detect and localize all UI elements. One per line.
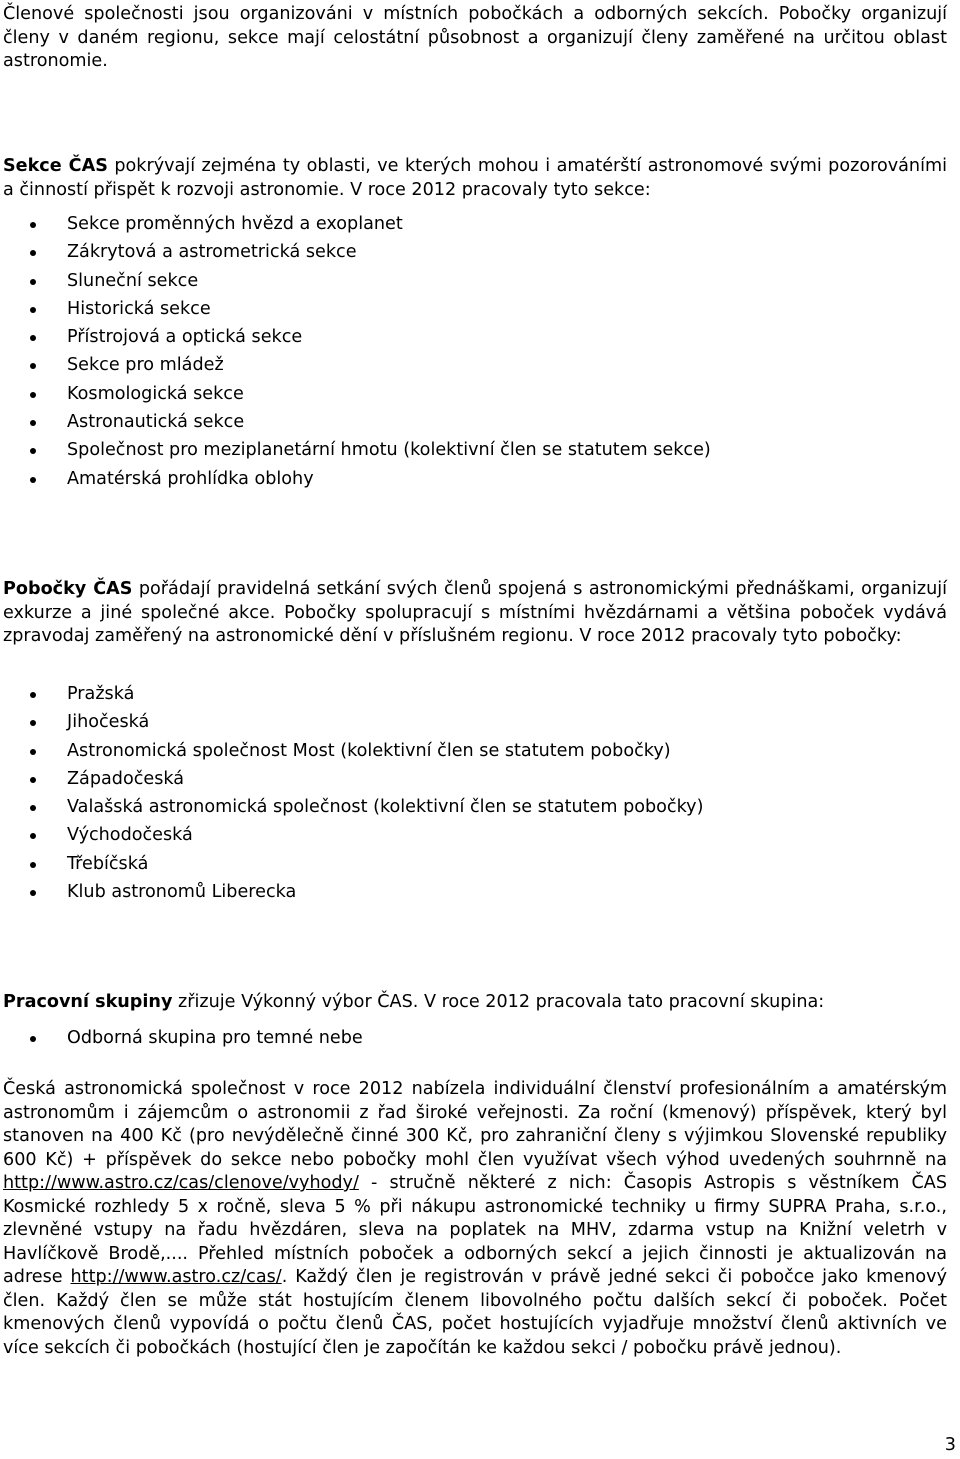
list-item: Valašská astronomická společnost (kolektivní člen se statutem pobočky) — [3, 793, 947, 821]
skupiny-text: zřizuje Výkonný výbor ČAS. V roce 2012 pracovala tato pracovní skupina: — [172, 992, 825, 1012]
list-item: Jihočeská — [3, 708, 947, 736]
intro-paragraph: Členové společnosti jsou organizováni v místních pobočkách a odborných sekcích. Pobočky organizují členy v daném regionu, sekce mají celostátní působnost a organizují členy zaměřené na určitou oblast astronomie. — [3, 4, 947, 71]
list-item: Pražská — [3, 680, 947, 708]
bullet-icon — [30, 862, 36, 868]
list-item: Sekce pro mládež — [3, 351, 947, 379]
list-item: Kosmologická sekce — [3, 380, 947, 408]
list-item: Astronomická společnost Most (kolektivní člen se statutem pobočky) — [3, 737, 947, 765]
bullet-icon — [30, 335, 36, 341]
pobocky-paragraph — [3, 578, 947, 649]
list-item: Východočeská — [3, 821, 947, 849]
bullet-icon — [30, 749, 36, 755]
list-item: Historická sekce — [3, 295, 947, 323]
bullet-icon — [30, 307, 36, 313]
sekce-list — [3, 210, 947, 493]
list-item: Amatérská prohlídka oblohy — [3, 465, 947, 493]
bullet-icon — [30, 890, 36, 896]
clenstvi-paragraph: Česká astronomická společnost v roce 2012 nabízela individuální členství profesionálním a amatérským astronomům i zájemcům o astronomii z řad široké veřejnosti. Za roční (kmenový) příspěvek, který byl stanoven na 400 Kč (pro nevýdělečně činné 300 Kč, pro zahraniční členy s výjimkou Slovenské republiky 600 Kč) + příspěvek do sekce nebo pobočky mohl člen využívat všech výhod uvedených souhrnně na http://www.astro.cz/cas/clenove/vyhody/ - stručně některé z nich: Časopis Astropis s věstníkem ČAS Kosmické rozhledy 5 x ročně, sleva 5 % při nákupu astronomické techniky u firmy SUPRA Praha, s.r.o., zlevněné vstupy na řadu hvězdáren, sleva na poplatek na MHV, zdarma vstup na Knižní veletrh v Havlíčkově Brodě,.... Přehled místních poboček a odborných sekcí a jejich činnosti je aktualizován na adrese http://www.astro.cz/cas/. Každý člen je registrován v právě jedné sekci či pobočce jako kmenový člen. Každý člen se může stát hostujícím členem libovolného počtu dalších sekcí či poboček. Počet kmenových členů vypovídá o počtu členů ČAS, počet hostujících vyjadřuje množství členů aktivních ve více sekcích či pobočkách (hostující člen je započítán ke každou sekci / pobočku právě jednou). — [3, 1079, 947, 1358]
vyhody-link[interactable]: http://www.astro.cz/cas/clenove/vyhody/ — [3, 1173, 359, 1193]
list-item: Přístrojová a optická sekce — [3, 323, 947, 351]
pobocky-text: pořádají pravidelná setkání svých členů spojená s astronomickými přednáškami, organizují exkurze a jiné společné akce. Pobočky spolupracují s místními hvězdárnami a většina poboček vydává zpravodaj zaměřený na astronomické dění v příslušném regionu. V roce 2012 pracovaly tyto pobočky: — [3, 579, 948, 646]
bullet-icon — [30, 477, 36, 483]
bullet-icon — [30, 720, 36, 726]
bullet-icon — [30, 420, 36, 426]
list-item: Sluneční sekce — [3, 267, 947, 295]
sekce-text: pokrývají zejména ty oblasti, ve kterých mohou i amatérští astronomové svými pozorováními a činností přispět k rozvoji astronomie. V roce 2012 pracovaly tyto sekce: — [3, 156, 947, 200]
bullet-icon — [30, 1036, 36, 1042]
bullet-icon — [30, 805, 36, 811]
list-item: Společnost pro meziplanetární hmotu (kolektivní člen se statutem sekce) — [3, 436, 947, 464]
skupiny-list — [3, 1024, 947, 1052]
list-item: Zákrytová a astrometrická sekce — [3, 238, 947, 266]
bullet-icon — [30, 833, 36, 839]
list-item: Sekce proměnných hvězd a exoplanet — [3, 210, 947, 238]
bullet-icon — [30, 250, 36, 256]
bullet-icon — [30, 279, 36, 285]
list-item: Třebíčská — [3, 850, 947, 878]
bullet-icon — [30, 448, 36, 454]
cas-link[interactable]: http://www.astro.cz/cas/ — [70, 1267, 282, 1287]
page-number: 3 — [944, 1435, 956, 1455]
bullet-icon — [30, 392, 36, 398]
list-item: Odborná skupina pro temné nebe — [3, 1024, 947, 1052]
skupiny-paragraph — [3, 991, 947, 1015]
bullet-icon — [30, 363, 36, 369]
bullet-icon — [30, 692, 36, 698]
pobocky-list — [3, 680, 947, 906]
list-item: Západočeská — [3, 765, 947, 793]
skupiny-bold-lead: Pracovní skupiny — [3, 992, 173, 1012]
pobocky-bold-lead: Pobočky ČAS — [3, 579, 133, 599]
list-item: Klub astronomů Liberecka — [3, 878, 947, 906]
bullet-icon — [30, 222, 36, 228]
list-item: Astronautická sekce — [3, 408, 947, 436]
sekce-paragraph — [3, 155, 947, 202]
bullet-icon — [30, 777, 36, 783]
sekce-bold-lead: Sekce ČAS — [3, 156, 108, 176]
